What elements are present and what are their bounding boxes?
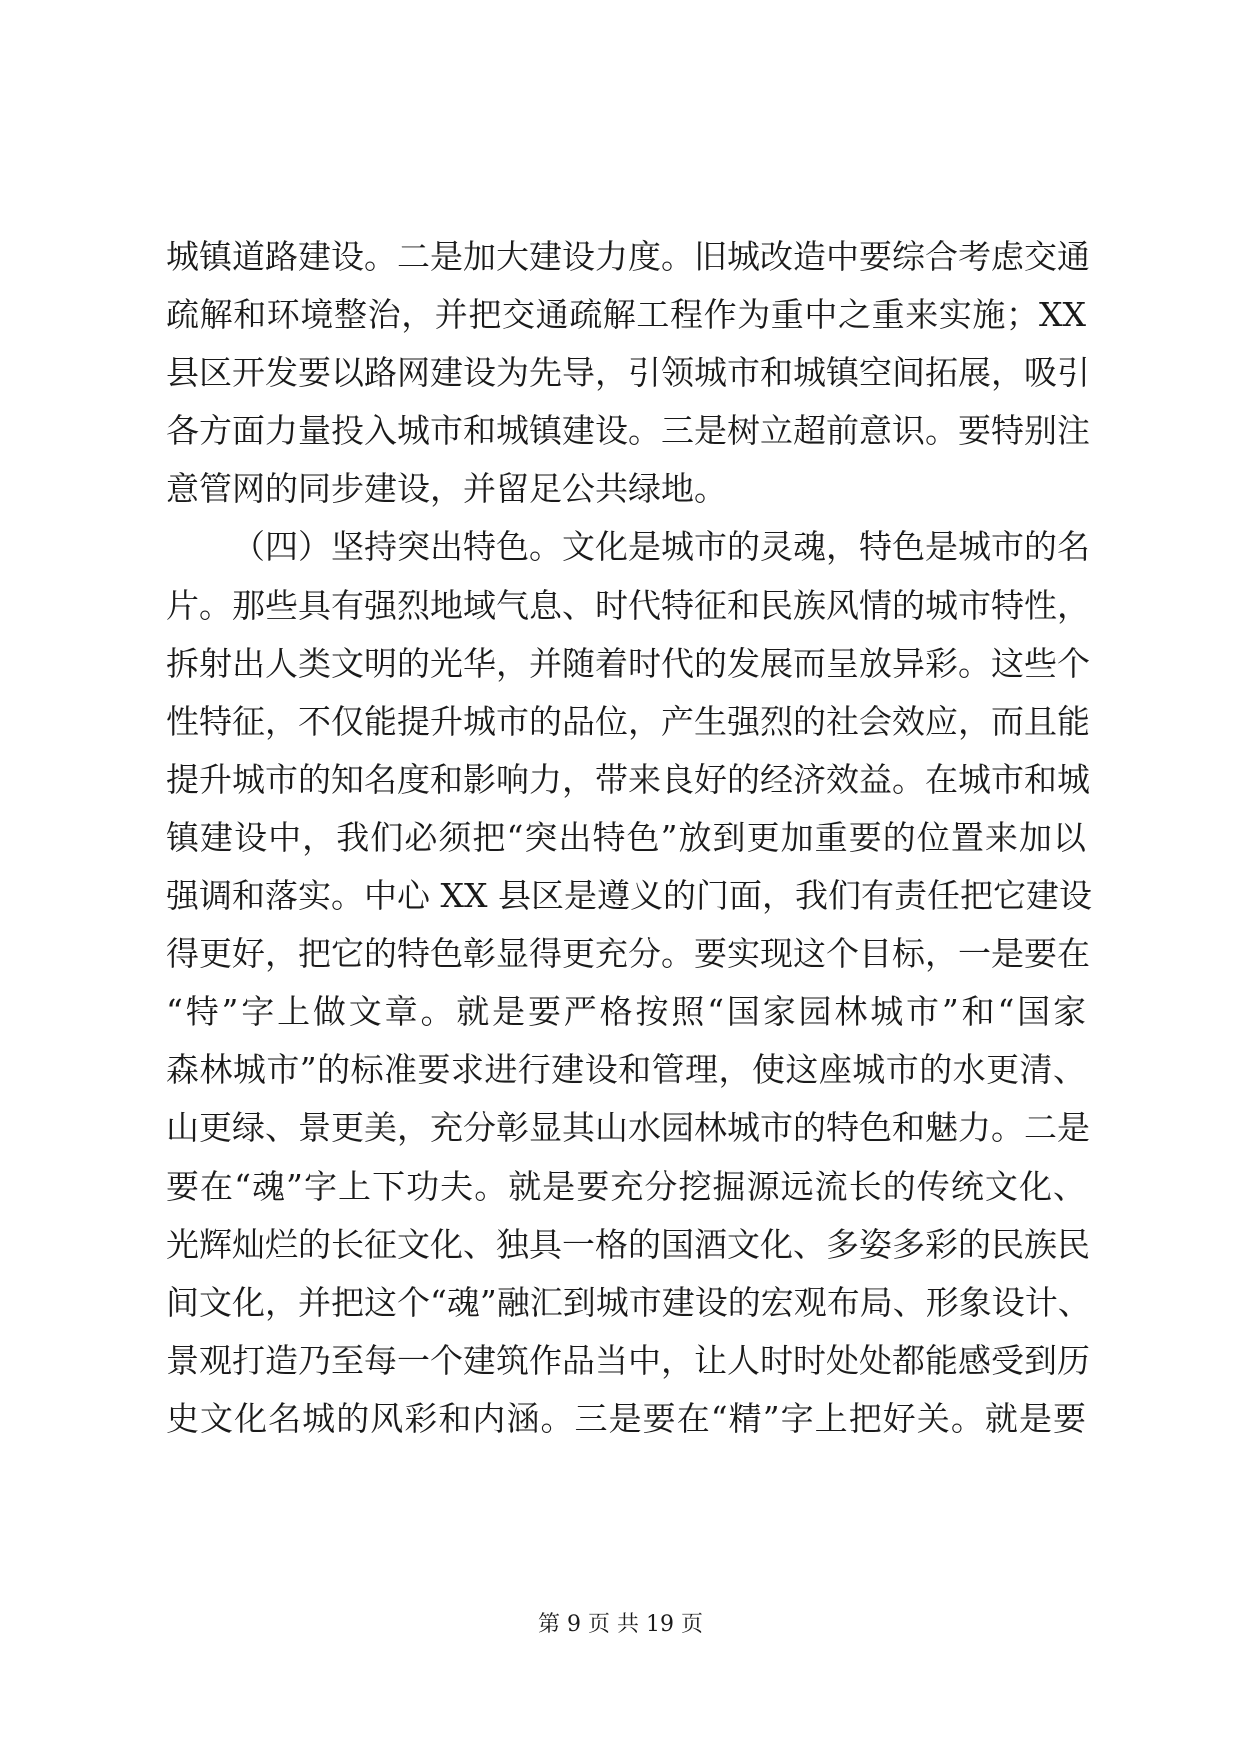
text-line: （四）坚持突出特色。文化是城市的灵魂，特色是城市的名 (232, 527, 1090, 567)
text-line: 强调和落实。中心 XX 县区是遵义的门面，我们有责任把它建设 (166, 876, 1092, 916)
page-footer: 第 9 页 共 19 页 (538, 1612, 703, 1637)
text-line: 得更好，把它的特色彰显得更充分。要实现这个目标，一是要在 (166, 934, 1090, 974)
text-line: 光辉灿烂的长征文化、独具一格的国酒文化、多姿多彩的民族民 (166, 1224, 1090, 1264)
text-line: 拆射出人类文明的光华，并随着时代的发展而呈放异彩。这些个 (166, 643, 1090, 683)
text-line: 森林城市”的标准要求进行建设和管理，使这座城市的水更清、 (166, 1050, 1086, 1090)
text-line: 意管网的同步建设，并留足公共绿地。 (166, 469, 727, 509)
text-line: 各方面力量投入城市和城镇建设。三是树立超前意识。要特别注 (166, 411, 1090, 451)
document-body (166, 228, 1092, 1448)
text-line: 间文化，并把这个“魂”融汇到城市建设的宏观布局、形象设计、 (166, 1282, 1091, 1322)
text-line: “特”字上做文章。就是要严格按照“国家园林城市”和“国家 (166, 992, 1086, 1032)
text-line: 景观打造乃至每一个建筑作品当中，让人时时处处都能感受到历 (166, 1340, 1090, 1380)
paragraph-2 (166, 518, 1092, 1448)
text-line: 疏解和环境整治，并把交通疏解工程作为重中之重来实施；XX (166, 295, 1086, 335)
text-line: 城镇道路建设。二是加大建设力度。旧城改造中要综合考虑交通 (166, 237, 1090, 276)
text-line: 山更绿、景更美，充分彰显其山水园林城市的特色和魅力。二是 (166, 1108, 1090, 1148)
text-line: 要在“魂”字上下功夫。就是要充分挖掘源远流长的传统文化、 (166, 1166, 1086, 1206)
paragraph-1 (166, 228, 1090, 518)
text-line: 县区开发要以路网建设为先导，引领城市和城镇空间拓展，吸引 (166, 353, 1090, 393)
text-line: 性特征，不仅能提升城市的品位，产生强烈的社会效应，而且能 (166, 701, 1090, 741)
text-line: 提升城市的知名度和影响力，带来良好的经济效益。在城市和城 (166, 759, 1090, 799)
text-line: 史文化名城的风彩和内涵。三是要在“精”字上把好关。就是要 (166, 1398, 1086, 1438)
text-line: 镇建设中，我们必须把“突出特色”放到更加重要的位置来加以 (166, 817, 1086, 857)
text-line: 片。那些具有强烈地域气息、时代特征和民族风情的城市特性， (166, 585, 1090, 625)
